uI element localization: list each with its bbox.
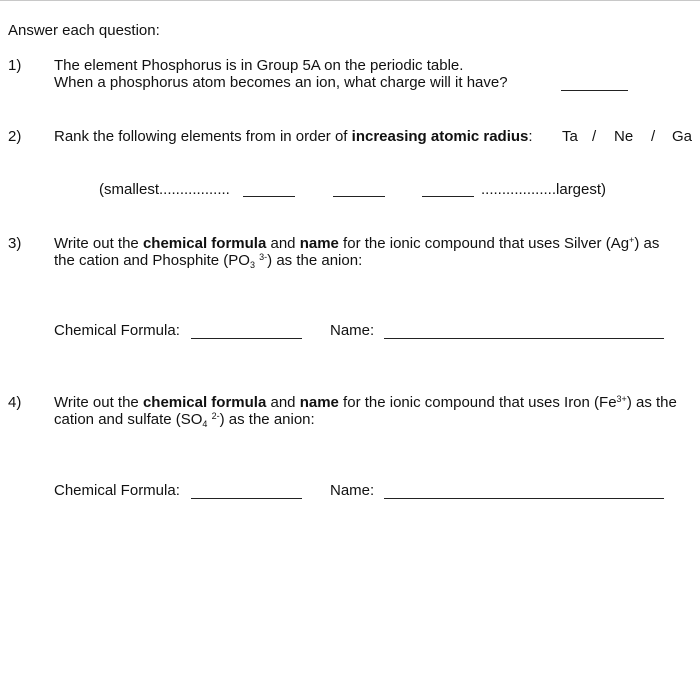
q2-largest-label: ..................largest) xyxy=(481,181,607,198)
instructions: Answer each question: xyxy=(8,22,160,39)
q2-prompt: Rank the following elements from in order of increasing atomic radius: xyxy=(54,128,533,145)
q3-line1: Write out the chemical formula and name for the ionic compound that uses Silver (Ag+) as xyxy=(54,235,660,252)
q2-element-ta: Ta xyxy=(562,128,578,145)
top-rule xyxy=(0,0,700,1)
q3-line2: the cation and Phosphite ($PO_3$ $^{3-}$) as the anion: xyxy=(54,252,363,270)
q1-number: 1) xyxy=(8,57,22,74)
q3-name-label: Name: xyxy=(330,322,375,339)
q2-rank-blank-3[interactable] xyxy=(422,196,474,197)
q4-formula-blank[interactable] xyxy=(191,498,302,499)
q3-name-blank[interactable] xyxy=(384,338,664,339)
q2-separator: / xyxy=(592,128,597,145)
q4-line2: cation and sulfate ($SO_4$ $^{2-}$) as the anion: xyxy=(54,411,315,429)
q1-line2: When a phosphorus atom becomes an ion, what charge will it have? xyxy=(54,74,508,91)
q3-formula-blank[interactable] xyxy=(191,338,302,339)
q2-element-ne: Ne xyxy=(614,128,634,145)
q4-number: 4) xyxy=(8,394,22,411)
q4-formula-label: Chemical Formula: xyxy=(54,482,180,499)
q2-smallest-label: (smallest................. xyxy=(99,181,230,198)
q2-number: 2) xyxy=(8,128,22,145)
q2-separator: / xyxy=(651,128,656,145)
q4-name-blank[interactable] xyxy=(384,498,664,499)
q1-answer-blank[interactable] xyxy=(561,90,628,91)
q3-formula-label: Chemical Formula: xyxy=(54,322,180,339)
q2-rank-blank-1[interactable] xyxy=(243,196,295,197)
q2-rank-blank-2[interactable] xyxy=(333,196,385,197)
q4-line1: Write out the chemical formula and name for the ionic compound that uses Iron $(Fe^{3+})$ as the xyxy=(54,394,677,411)
q4-name-label: Name: xyxy=(330,482,375,499)
q3-number: 3) xyxy=(8,235,22,252)
q1-line1: The element Phosphorus is in Group 5A on the periodic table. xyxy=(54,57,464,74)
q2-element-ga: Ga xyxy=(672,128,693,145)
